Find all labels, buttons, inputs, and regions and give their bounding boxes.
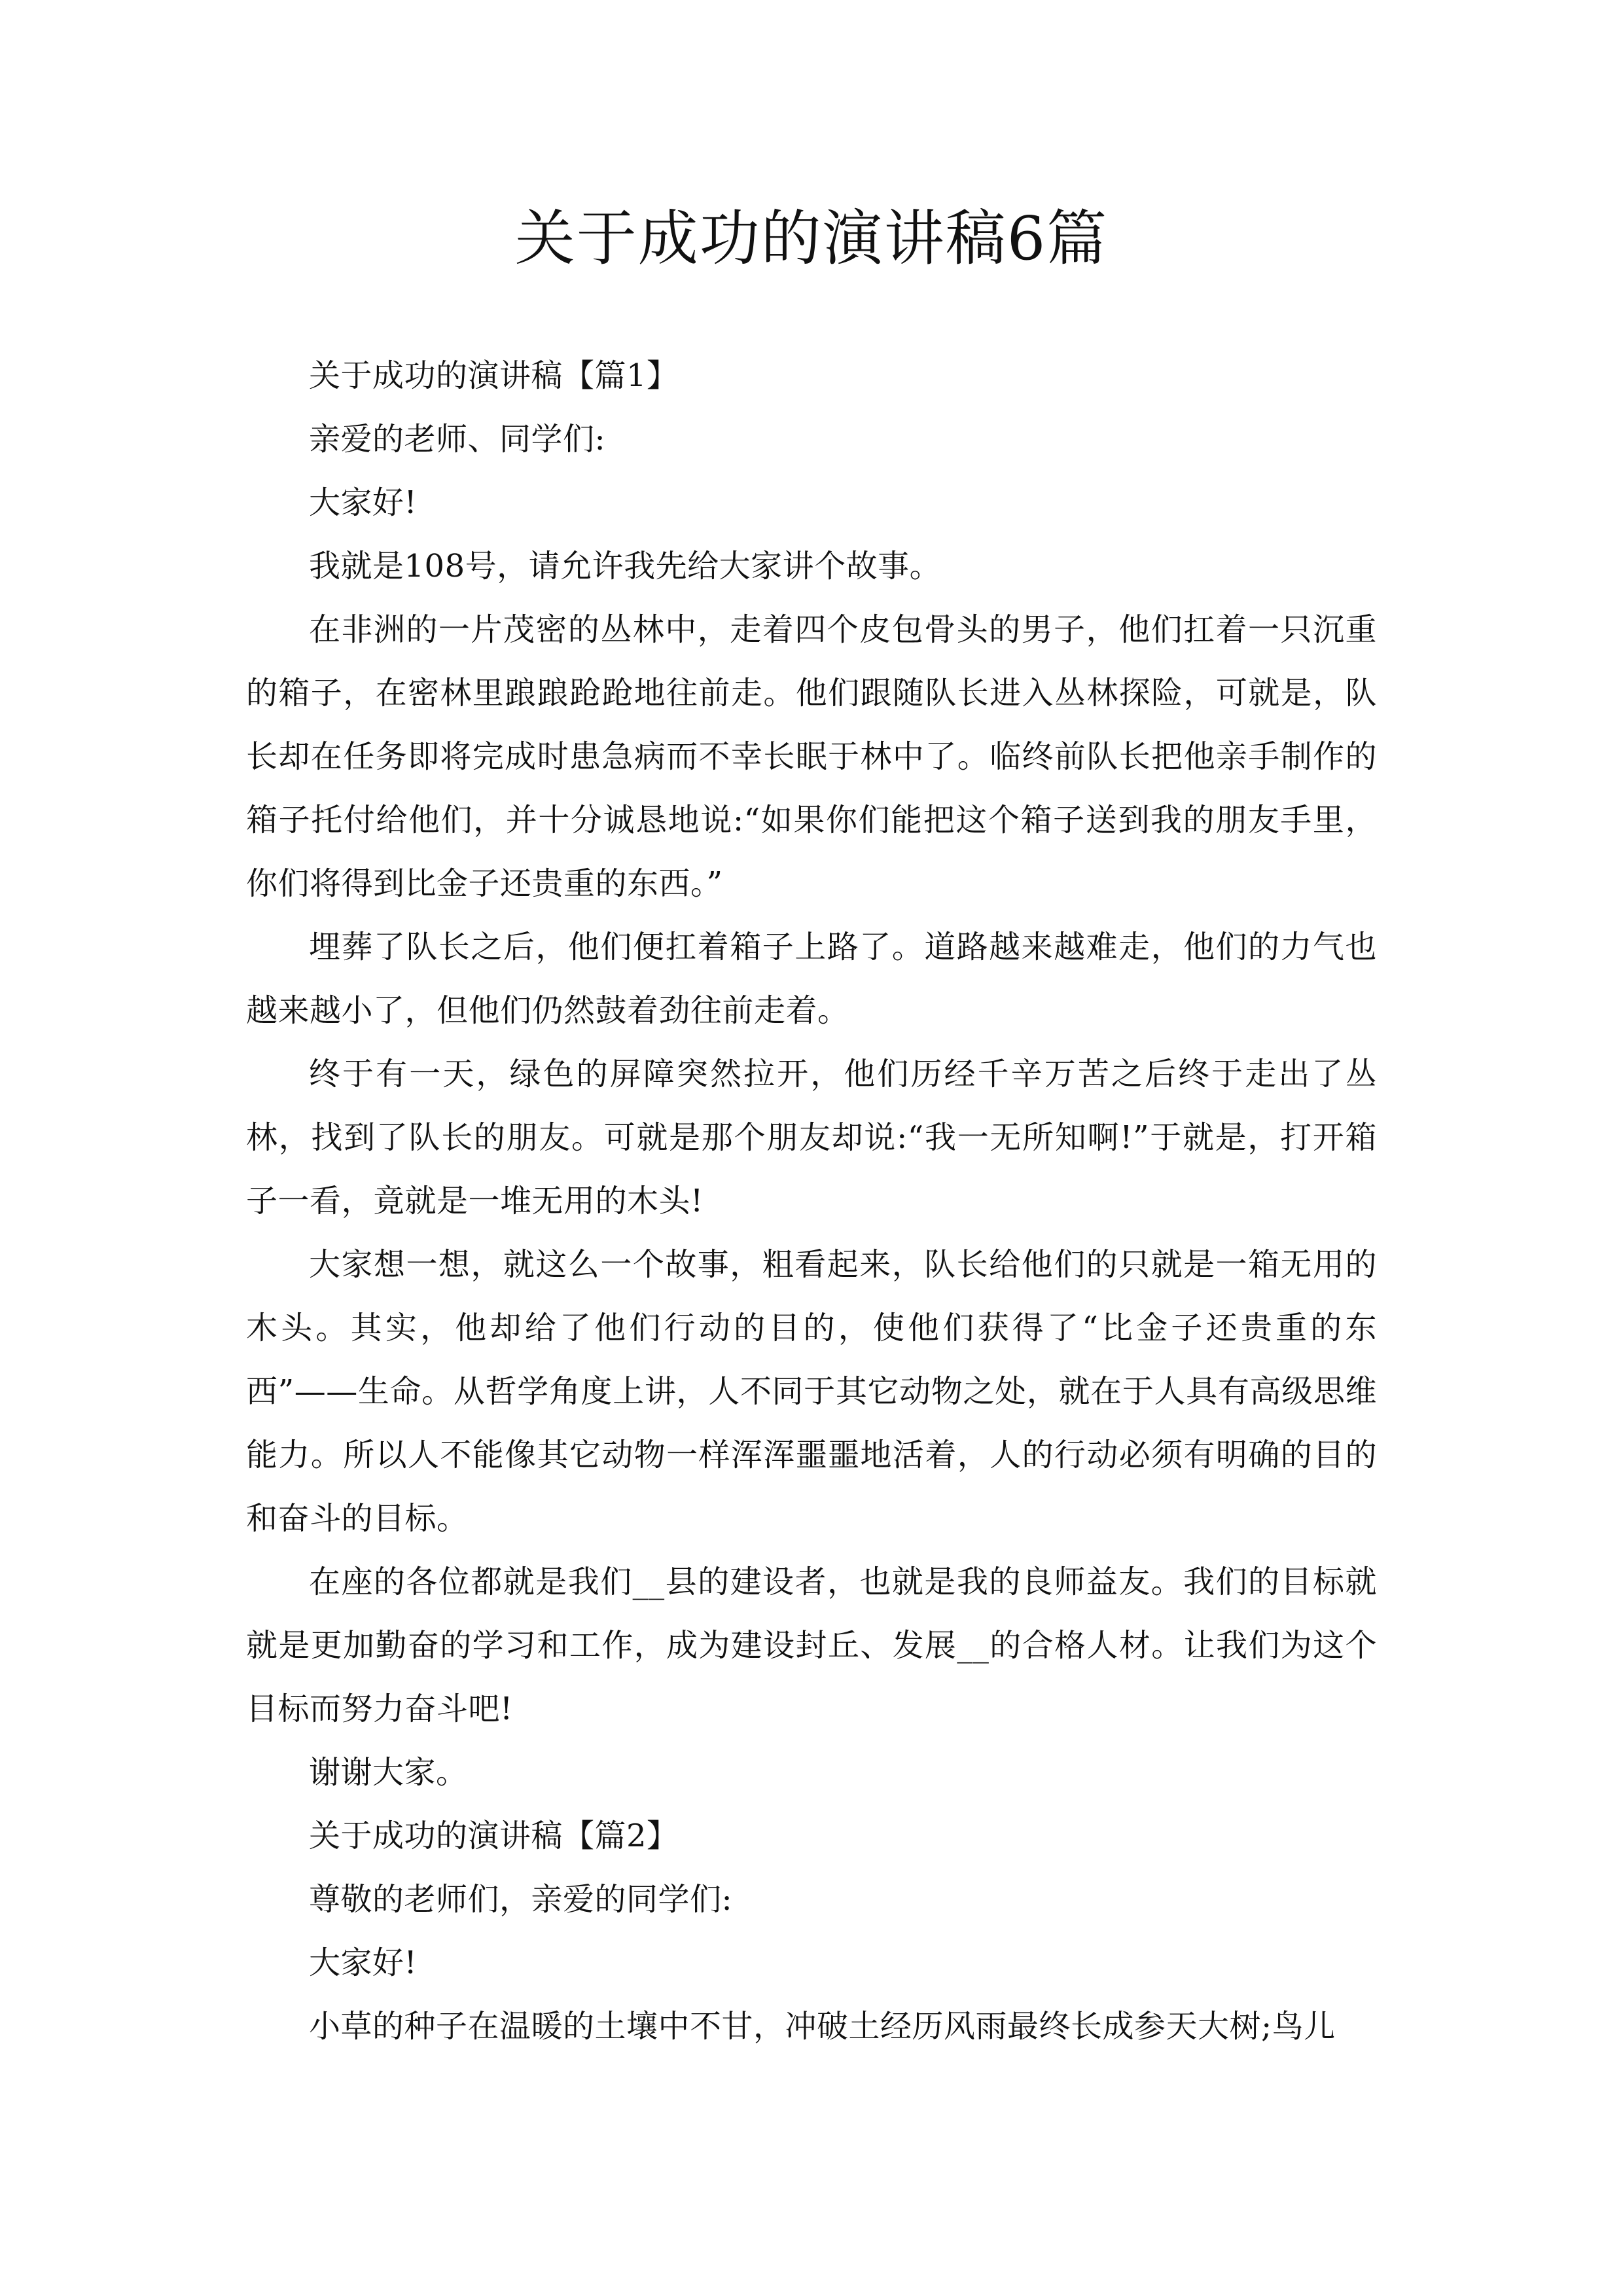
paragraph-grass: 小草的种子在温暖的土壤中不甘，冲破土经历风雨最终长成参天大树;鸟儿 — [309, 2008, 1336, 2045]
paragraph-hello-2: 大家好! — [309, 1945, 418, 1981]
paragraph-greeting-1: 亲爱的老师、同学们: — [309, 421, 606, 457]
document-body — [246, 344, 1377, 2058]
paragraph-reflection: 大家想一想，就这么一个故事，粗看起来，队长给他们的只就是一箱无用的木头。其实，他却给了他们行动的目的，使他们获得了“比金子还贵重的东西”——生命。从哲学角度上讲，人不同于其它动物之处，就在于人具有高级思维能力。所以人不能像其它动物一样浑浑噩噩地活着，人的行动必须有明确的目的和奋斗的目标。 — [246, 1246, 1377, 1537]
paragraph-heading-2: 关于成功的演讲稿【篇2】 — [309, 1818, 679, 1854]
document-title: 关于成功的演讲稿6篇 — [514, 204, 1109, 274]
paragraph-greeting-2: 尊敬的老师们，亲爱的同学们: — [309, 1881, 733, 1918]
paragraph-story-2: 埋葬了队长之后，他们便扛着箱子上路了。道路越来越难走，他们的力气也越来越小了，但他们仍然鼓着劲往前走着。 — [246, 929, 1377, 1029]
paragraph-intro: 我就是108号，请允许我先给大家讲个故事。 — [309, 548, 942, 584]
paragraph-hello-1: 大家好! — [309, 484, 418, 521]
paragraph-story-1: 在非洲的一片茂密的丛林中，走着四个皮包骨头的男子，他们扛着一只沉重的箱子，在密林里踉踉跄跄地往前走。他们跟随队长进入丛林探险，可就是，队长却在任务即将完成时患急病而不幸长眠于林中了。临终前队长把他亲手制作的箱子托付给他们，并十分诚恳地说:“如果你们能把这个箱子送到我的朋友手里，你们将得到比金子还贵重的东西。” — [246, 611, 1377, 902]
paragraph-goal: 在座的各位都就是我们__县的建设者，也就是我的良师益友。我们的目标就就是更加勤奋的学习和工作，成为建设封丘、发展__的合格人材。让我们为这个目标而努力奋斗吧! — [246, 1564, 1377, 1727]
paragraph-thanks: 谢谢大家。 — [309, 1754, 468, 1791]
paragraph-story-3: 终于有一天，绿色的屏障突然拉开，他们历经千辛万苦之后终于走出了丛林，找到了队长的朋友。可就是那个朋友却说:“我一无所知啊!”于就是，打开箱子一看，竟就是一堆无用的木头! — [246, 1056, 1377, 1219]
paragraph-heading-1: 关于成功的演讲稿【篇1】 — [309, 357, 679, 394]
